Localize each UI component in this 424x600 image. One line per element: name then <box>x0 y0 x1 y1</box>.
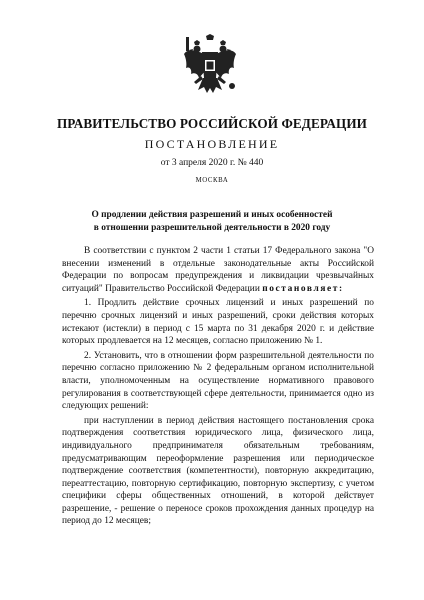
subject-line-1: О продлении действия разрешений и иных особенностей <box>91 210 333 220</box>
double-headed-eagle-emblem-icon <box>182 34 238 96</box>
preamble-emphasis: постановляет: <box>262 283 344 294</box>
document-date-number: от 3 апреля 2020 г. № 440 <box>160 158 264 168</box>
paragraph-preamble <box>62 245 374 295</box>
subject-line-2: в отношении разрешительной деятельности в 2020 году <box>93 222 331 233</box>
preamble-text: В соответствии с пунктом 2 части 1 статьи 17 Федерального закона "О внесении изменений в отдельные законодательные акты Российской Федерации по вопросам предупреждения и ликвидации чрезвычайных ситуаций" Правительство Российской Федерации <box>62 246 374 294</box>
document-city: МОСКВА <box>195 177 229 184</box>
document-type: ПОСТАНОВЛЕНИЕ <box>144 137 280 151</box>
paragraph-3: при наступлении в период действия настоящего постановления срока подтверждения соответствия юридического лица, физического лица, индивидуального предпринимателя обязательным требованиям, предусматривающим переоформление разрешения или периодическое подтверждение соответствия (компетентности), повторную аккредитацию, переаттестацию, повторную сертификацию, повторную экспертизу, с учетом специфики сферы общественных отношений, в которой действует разрешение, - решение о переносе сроков прохождения данных процедур на период до 12 месяцев; <box>62 415 374 527</box>
paragraph-2: 2. Установить, что в отношении форм разрешительной деятельности по перечню согласно приложению № 2 федеральным органом исполнительной власти, уполномоченным на осуществление нормативного правового регулирования в соответствующей сфере деятельности, принимается одно из следующих решений: <box>62 350 374 412</box>
government-title: ПРАВИТЕЛЬСТВО РОССИЙСКОЙ ФЕДЕРАЦИИ <box>56 116 368 131</box>
paragraph-1: 1. Продлить действие срочных лицензий и иных разрешений по перечню срочных лицензий и иных разрешений, сроки действия которых истекают (истекли) в период с 15 марта по 31 декабря 2020 г. и действие которых продлевается на 12 месяцев, согласно приложению № 1. <box>62 298 374 347</box>
document-subject <box>40 209 384 235</box>
document-body <box>62 245 374 530</box>
